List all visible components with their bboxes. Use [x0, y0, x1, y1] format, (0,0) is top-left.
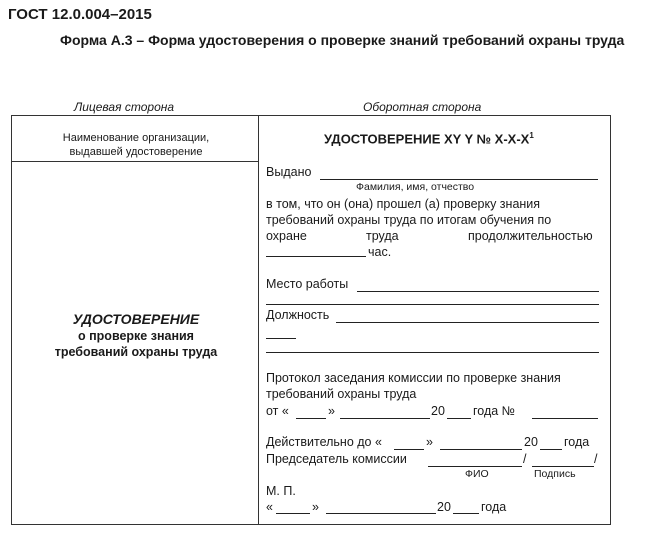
- front-subtitle-2: требований охраны труда: [54, 345, 218, 359]
- valid-year-line: [540, 449, 562, 450]
- back-title-footnote: 1: [529, 131, 534, 140]
- chairman-slash-1: /: [523, 452, 527, 466]
- issued-label: Выдано: [266, 165, 312, 179]
- date-year-line: [453, 513, 479, 514]
- chairman-sign-line: [532, 466, 594, 467]
- paragraph-line-3a: охране: [266, 229, 307, 243]
- back-side-label: Оборотная сторона: [363, 100, 482, 114]
- back-title: [324, 131, 534, 146]
- fio-caption: Фамилия, имя, отчество: [356, 181, 475, 193]
- front-title: УДОСТОВЕРЕНИЕ: [72, 311, 200, 327]
- hours-label: час.: [368, 245, 392, 259]
- position-label: Должность: [266, 308, 330, 322]
- position-line-2a: [266, 338, 296, 339]
- protocol-number-line: [532, 418, 598, 419]
- valid-quote: »: [426, 435, 433, 449]
- position-line-1: [336, 322, 599, 323]
- signature-label: Подпись: [534, 468, 576, 480]
- workplace-line-1: [357, 291, 599, 292]
- valid-until-label: Действительно до «: [266, 435, 382, 449]
- valid-20: 20: [524, 435, 538, 449]
- paragraph-line-1: в том, что он (она) прошел (а) проверку знания: [266, 197, 541, 211]
- center-divider: [258, 115, 259, 525]
- protocol-from: от «: [266, 404, 289, 418]
- front-side-label: Лицевая сторона: [74, 100, 175, 114]
- hours-line: [266, 256, 366, 257]
- issued-line: [320, 179, 598, 180]
- protocol-month-line: [340, 418, 430, 419]
- org-separator: [12, 161, 258, 162]
- chairman-fio-line: [428, 466, 522, 467]
- front-subtitle-1: о проверке знания: [78, 329, 194, 343]
- paragraph-line-3c: продолжительностью: [468, 229, 593, 243]
- date-day-line: [276, 513, 310, 514]
- chairman-slash-2: /: [594, 452, 598, 466]
- protocol-day-line: [296, 418, 326, 419]
- workplace-line-2: [266, 304, 599, 305]
- valid-year-label: года: [564, 435, 590, 449]
- seal-label: М. П.: [266, 484, 296, 498]
- workplace-label: Место работы: [266, 277, 349, 291]
- protocol-quote: »: [328, 404, 335, 418]
- date-open-quote: «: [266, 500, 273, 514]
- gost-number: ГОСТ 12.0.004–2015: [8, 6, 152, 23]
- valid-day-line: [394, 449, 424, 450]
- protocol-year-no: года №: [473, 404, 516, 418]
- paragraph-line-3b: труда: [366, 229, 399, 243]
- protocol-line-2: требований охраны труда: [266, 387, 417, 401]
- org-name-line1: Наименование организации,: [62, 132, 210, 144]
- protocol-year-line: [447, 418, 471, 419]
- date-close-quote: »: [312, 500, 319, 514]
- date-20: 20: [437, 500, 451, 514]
- protocol-20: 20: [431, 404, 445, 418]
- form-title: Форма А.3 – Форма удостоверения о проверке знаний требований охраны труда: [60, 32, 625, 48]
- date-year-label: года: [481, 500, 507, 514]
- position-line-3: [266, 352, 599, 353]
- protocol-line-1: Протокол заседания комиссии по проверке знания: [266, 371, 561, 385]
- chairman-label: Председатель комиссии: [266, 452, 407, 466]
- org-name-line2: выдавшей удостоверение: [69, 146, 203, 158]
- back-title-text: УДОСТОВЕРЕНИЕ XY Y № Х-Х-Х: [324, 131, 530, 147]
- paragraph-line-2: требований охраны труда по итогам обучения по: [266, 213, 552, 227]
- fio-label: ФИО: [465, 468, 489, 480]
- date-month-line: [326, 513, 436, 514]
- valid-month-line: [440, 449, 522, 450]
